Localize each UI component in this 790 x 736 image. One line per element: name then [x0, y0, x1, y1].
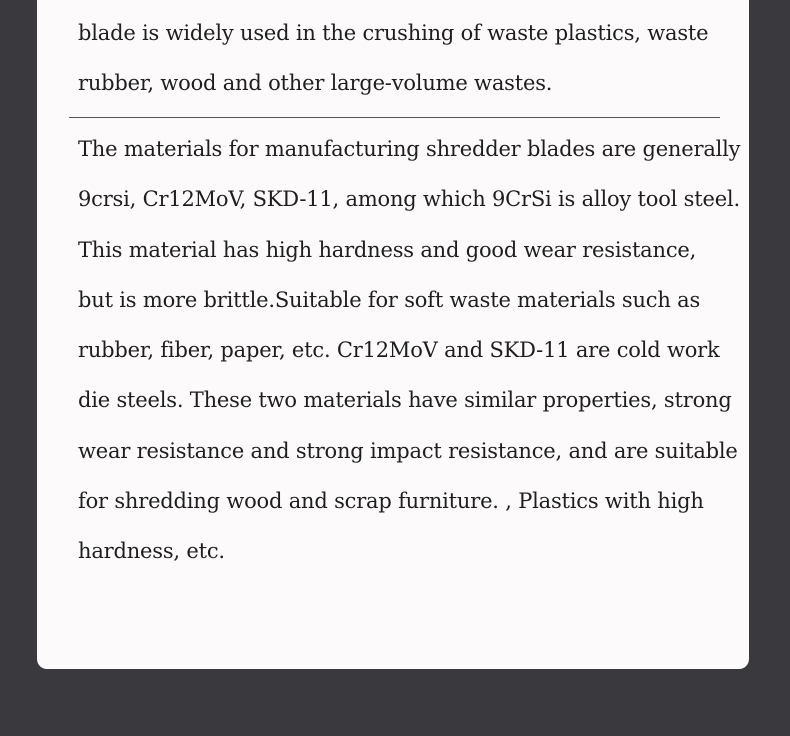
text-line: This material has high hardness and good wear resistance, — [78, 237, 697, 262]
text-line: blade is widely used in the crushing of waste plastics, waste — [78, 21, 709, 45]
content-card — [37, 0, 749, 669]
text-line: but is more brittle.Suitable for soft waste materials such as — [78, 287, 701, 312]
text-line: die steels. These two materials have similar properties, strong — [78, 388, 732, 413]
text-line: The materials for manufacturing shredder blades are generally — [78, 137, 741, 161]
text-line: for shredding wood and scrap furniture. , Plastics with high — [78, 489, 704, 514]
text-line: wear resistance and strong impact resistance, and are suitable — [78, 438, 738, 463]
materials-paragraph — [78, 124, 748, 577]
text-line: 9crsi, Cr12MoV, SKD-11, among which 9CrSi is alloy tool steel. — [78, 187, 740, 212]
section-divider — [69, 117, 720, 118]
intro-paragraph — [78, 8, 748, 109]
text-line: hardness, etc. — [78, 539, 225, 564]
text-line: rubber, fiber, paper, etc. Cr12MoV and SKD-11 are cold work — [78, 338, 720, 363]
text-line: rubber, wood and other large-volume wastes. — [78, 71, 553, 96]
